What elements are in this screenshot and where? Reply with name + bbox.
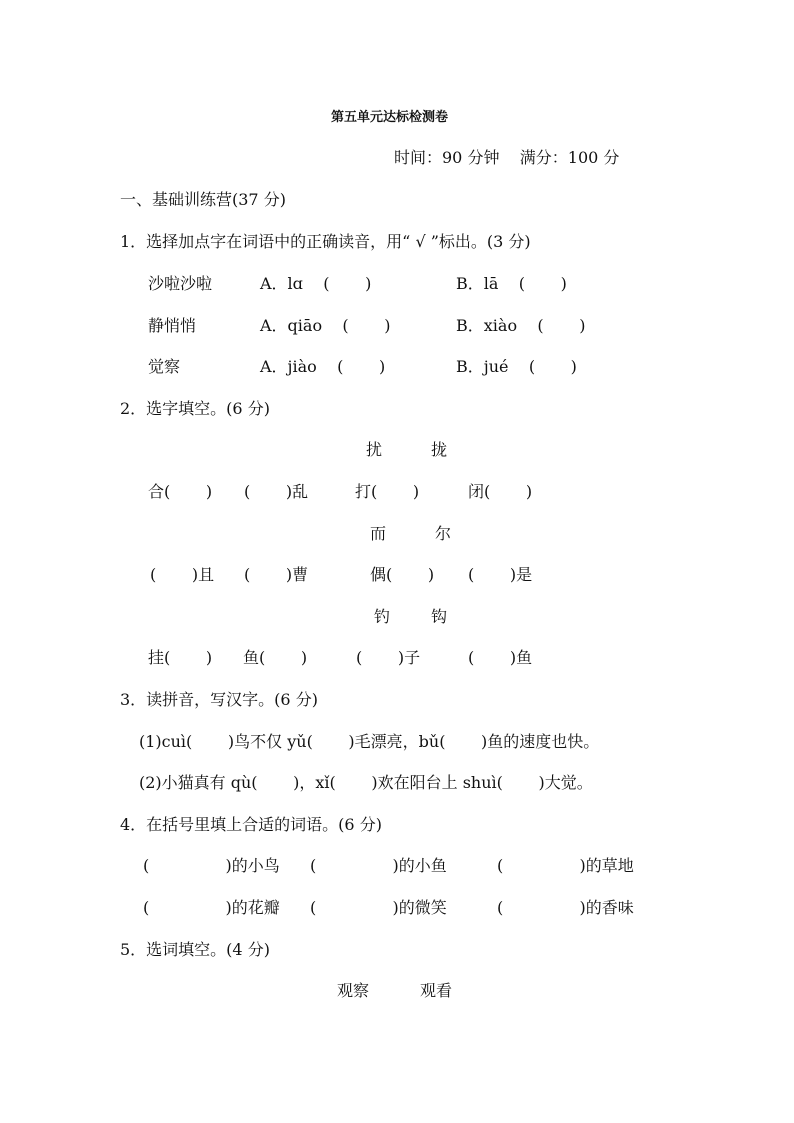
q1-option-b[interactable]: B．lā ( ) — [456, 274, 567, 293]
q2-blank[interactable]: ( )乱 — [244, 482, 309, 501]
q2-blank[interactable]: 打( ) — [355, 482, 420, 501]
q5-word-choice: 观看 — [420, 981, 453, 1000]
q2-blank[interactable]: 鱼( ) — [243, 648, 308, 667]
q1-word: 静悄悄 — [148, 316, 197, 335]
q4-blank[interactable]: ( )的小鱼 — [310, 856, 447, 875]
q2-char-choice: 钩 — [431, 607, 448, 626]
question-1-prompt: 1．选择加点字在词语中的正确读音，用“ √ ”标出。(3 分) — [120, 232, 531, 251]
q2-char-choice: 拢 — [431, 440, 448, 459]
q2-blank[interactable]: 偶( ) — [370, 565, 435, 584]
q2-char-choice: 钓 — [374, 607, 391, 626]
question-5-prompt: 5．选词填空。(4 分) — [120, 940, 270, 959]
q3-line-1[interactable]: (1)cuì( )鸟不仅 yǔ( )毛漂亮，bǔ( )鱼的速度也快。 — [139, 732, 600, 751]
q1-option-a[interactable]: A．jiào ( ) — [260, 357, 386, 376]
q2-blank[interactable]: 闭( ) — [468, 482, 533, 501]
q5-word-choice: 观察 — [337, 981, 370, 1000]
q4-blank[interactable]: ( )的草地 — [497, 856, 634, 875]
q4-blank[interactable]: ( )的小鸟 — [143, 856, 280, 875]
q1-option-a[interactable]: A．qiāo ( ) — [260, 316, 391, 335]
q1-word: 觉察 — [148, 357, 181, 376]
q1-option-b[interactable]: B．xiào ( ) — [456, 316, 586, 335]
question-2-prompt: 2．选字填空。(6 分) — [120, 399, 270, 418]
q2-blank[interactable]: ( )是 — [468, 565, 533, 584]
q4-blank[interactable]: ( )的微笑 — [310, 898, 447, 917]
q2-char-choice: 尔 — [435, 524, 452, 543]
exam-title: 第五单元达标检测卷 — [331, 110, 449, 125]
q1-option-a[interactable]: A．lɑ ( ) — [260, 274, 372, 293]
q1-option-b[interactable]: B．jué ( ) — [456, 357, 577, 376]
q2-blank[interactable]: ( )子 — [356, 648, 421, 667]
q3-line-2[interactable]: (2)小猫真有 qù( )，xǐ( )欢在阳台上 shuì( )大觉。 — [139, 773, 593, 792]
q2-char-choice: 扰 — [366, 440, 383, 459]
q4-blank[interactable]: ( )的花瓣 — [143, 898, 280, 917]
exam-time-score: 时间：90 分钟 满分：100 分 — [394, 148, 620, 167]
question-3-prompt: 3．读拼音，写汉字。(6 分) — [120, 690, 318, 709]
q1-word: 沙啦沙啦 — [148, 274, 213, 293]
question-4-prompt: 4．在括号里填上合适的词语。(6 分) — [120, 815, 382, 834]
q2-blank[interactable]: ( )鱼 — [468, 648, 533, 667]
q2-char-choice: 而 — [370, 524, 387, 543]
q2-blank[interactable]: ( )曹 — [244, 565, 309, 584]
q4-blank[interactable]: ( )的香味 — [497, 898, 634, 917]
q2-blank[interactable]: ( )且 — [150, 565, 215, 584]
section-heading: 一、基础训练营(37 分) — [120, 190, 286, 209]
q2-blank[interactable]: 合( ) — [148, 482, 213, 501]
q2-blank[interactable]: 挂( ) — [148, 648, 213, 667]
